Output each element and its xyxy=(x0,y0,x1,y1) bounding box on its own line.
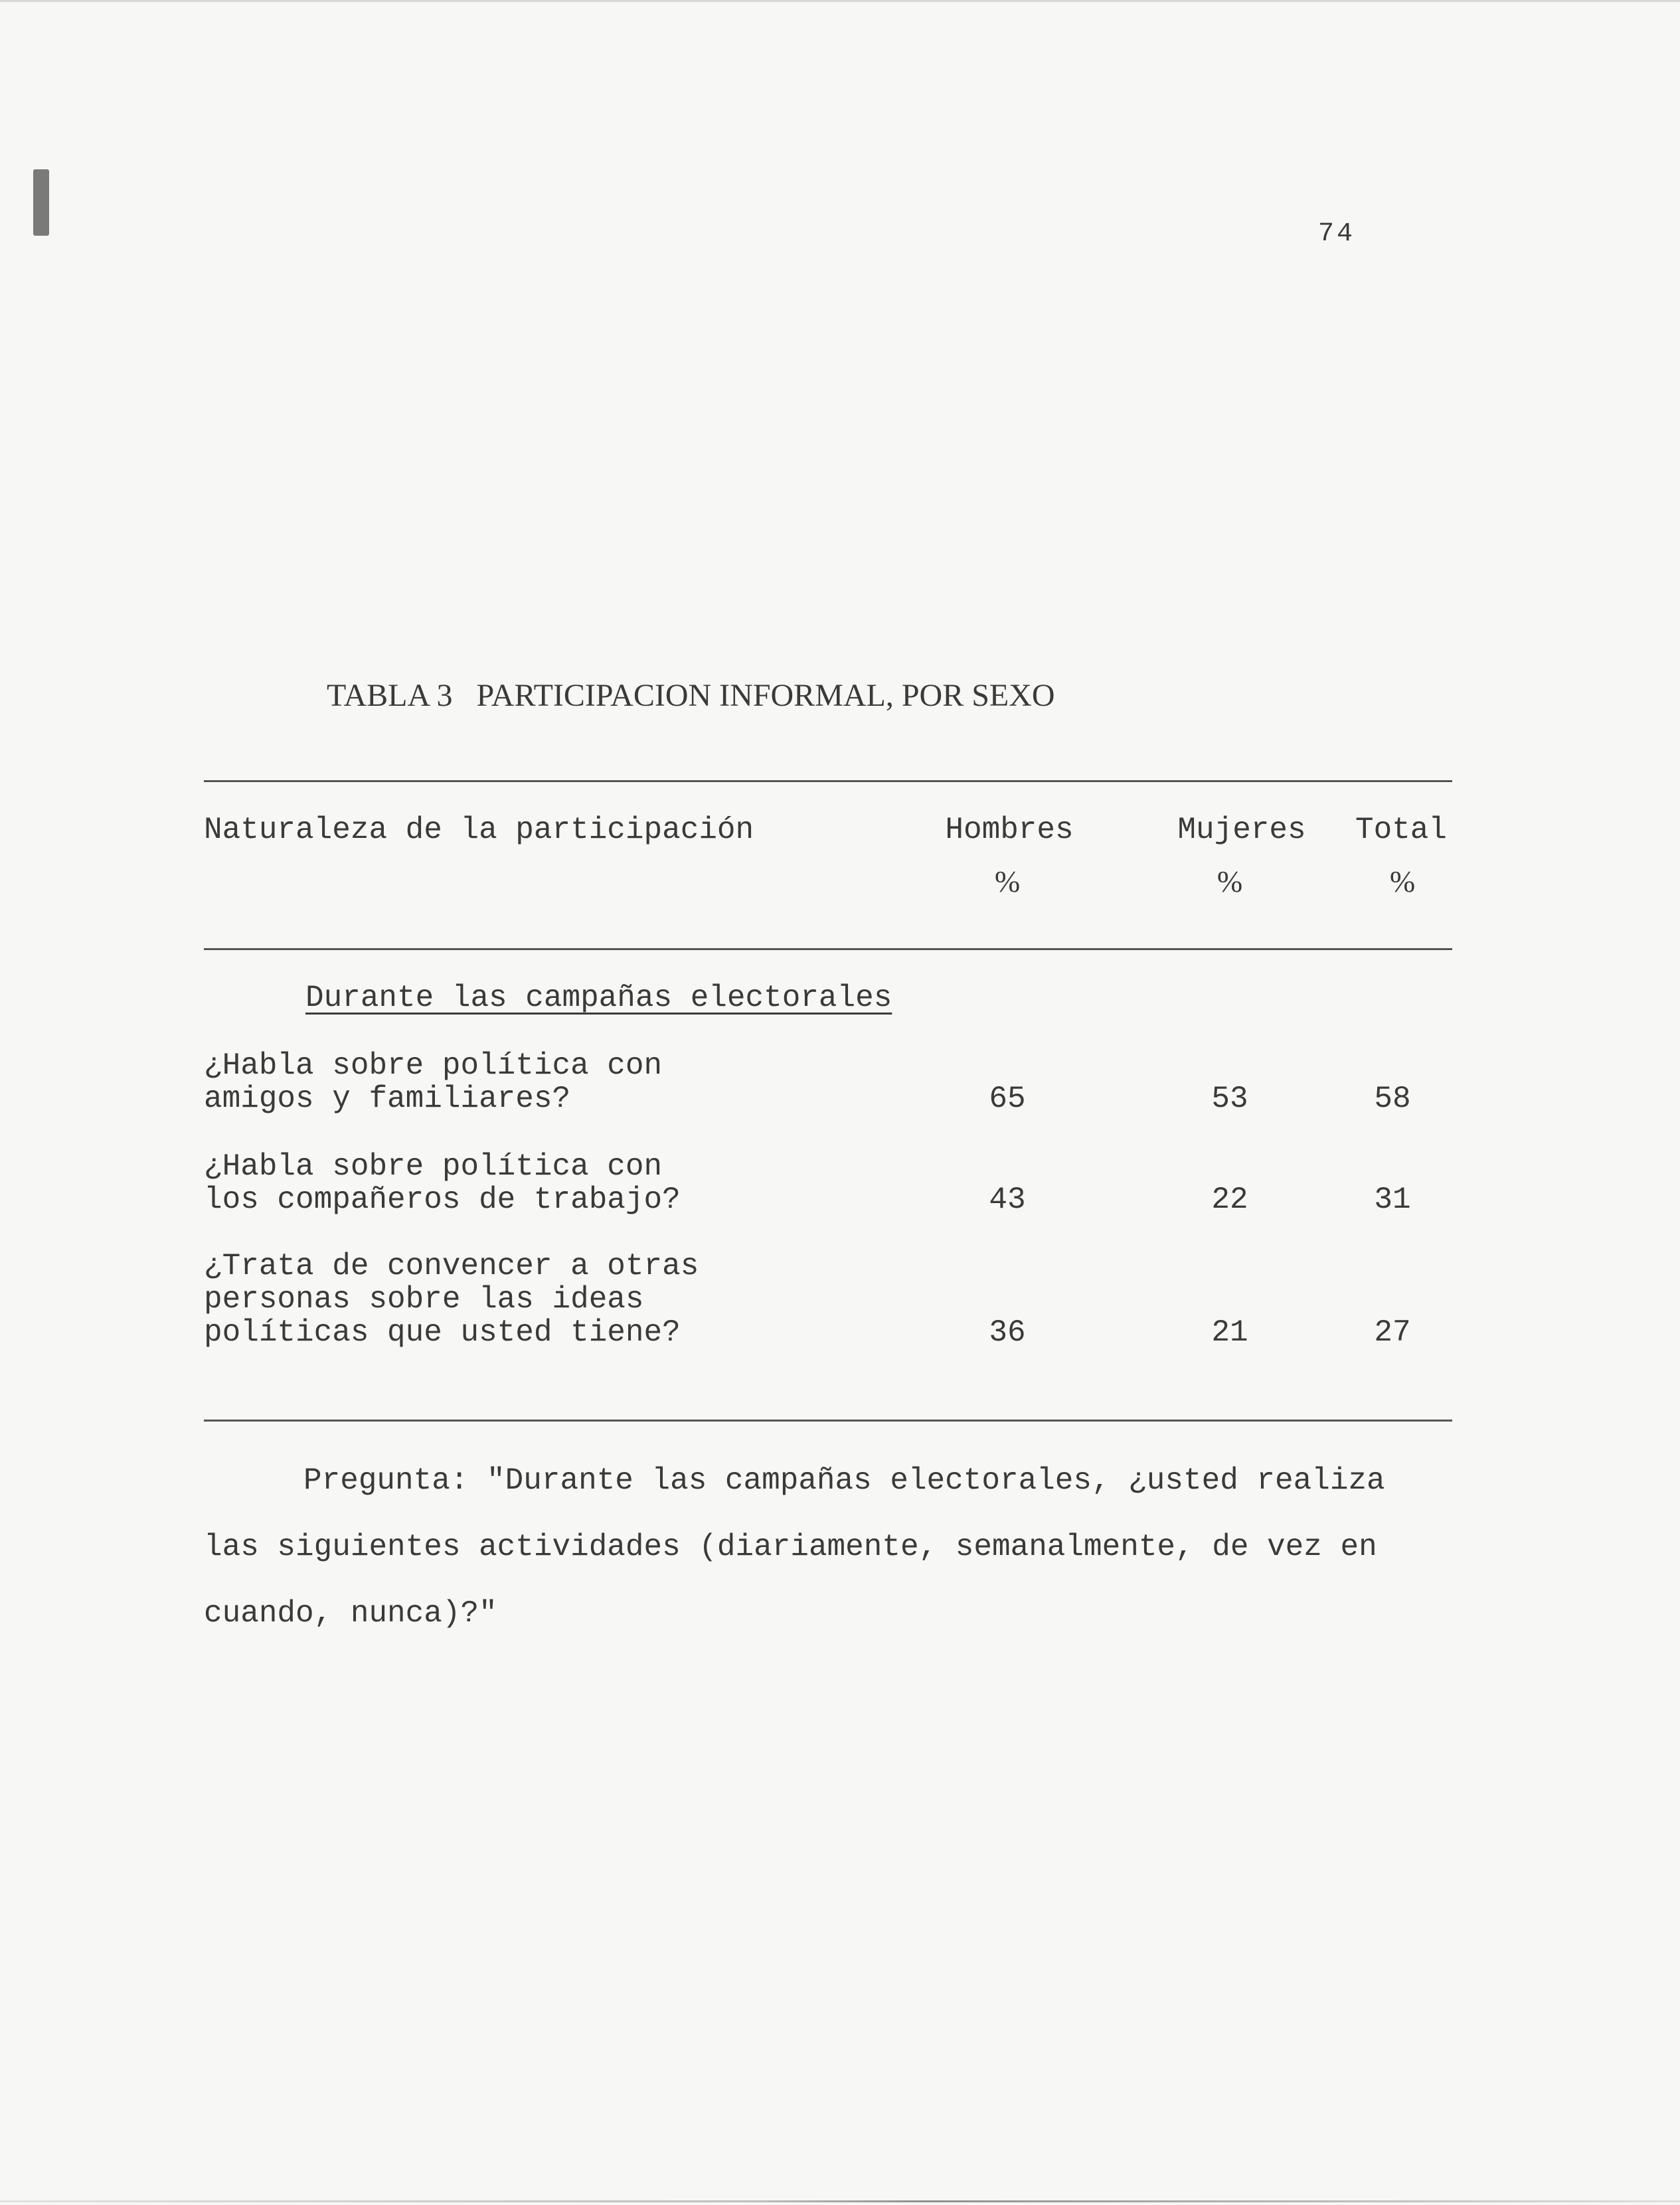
percent-unit-mujeres: % xyxy=(1217,864,1243,898)
row-value-total: 27 xyxy=(1374,1315,1411,1350)
scan-bottom-edge xyxy=(0,2200,1680,2202)
row-question: ¿Habla sobre política con amigos y familiares? xyxy=(204,1048,663,1116)
table-bottom-rule xyxy=(204,1420,1452,1422)
row-value-mujeres: 53 xyxy=(1211,1082,1248,1116)
percent-unit-total: % xyxy=(1389,864,1416,898)
row-value-mujeres: 22 xyxy=(1211,1183,1248,1217)
column-header-label: Naturaleza de la participación xyxy=(204,813,754,847)
row-value-total: 31 xyxy=(1374,1183,1411,1217)
column-header-mujeres: Mujeres xyxy=(1177,813,1306,847)
row-value-hombres: 65 xyxy=(989,1082,1026,1116)
table-caption: TABLA 3 PARTICIPACION INFORMAL, POR SEXO xyxy=(327,678,1055,713)
percent-unit-hombres: % xyxy=(994,864,1021,898)
table-top-rule xyxy=(204,780,1452,782)
binder-mark xyxy=(33,169,49,236)
row-value-hombres: 36 xyxy=(989,1315,1026,1350)
section-label: Durante las campañas electorales xyxy=(305,981,892,1015)
table-footnote: Pregunta: "Durante las campañas electorales, ¿usted realiza las siguientes actividades (diariamente, semanalmente, de vez en cuando, nunca)?" xyxy=(204,1463,1385,1631)
row-value-total: 58 xyxy=(1374,1082,1411,1116)
column-header-total: Total xyxy=(1355,813,1448,847)
row-value-hombres: 43 xyxy=(989,1183,1026,1217)
column-header-hombres: Hombres xyxy=(945,813,1074,847)
row-value-mujeres: 21 xyxy=(1211,1315,1248,1350)
table-header-rule xyxy=(204,948,1452,950)
row-question: ¿Habla sobre política con los compañeros de trabajo? xyxy=(204,1149,681,1217)
row-question: ¿Trata de convencer a otras personas sobre las ideas políticas que usted tiene? xyxy=(204,1249,699,1350)
scan-top-edge xyxy=(0,0,1680,2)
page-number: 74 xyxy=(1318,219,1356,249)
